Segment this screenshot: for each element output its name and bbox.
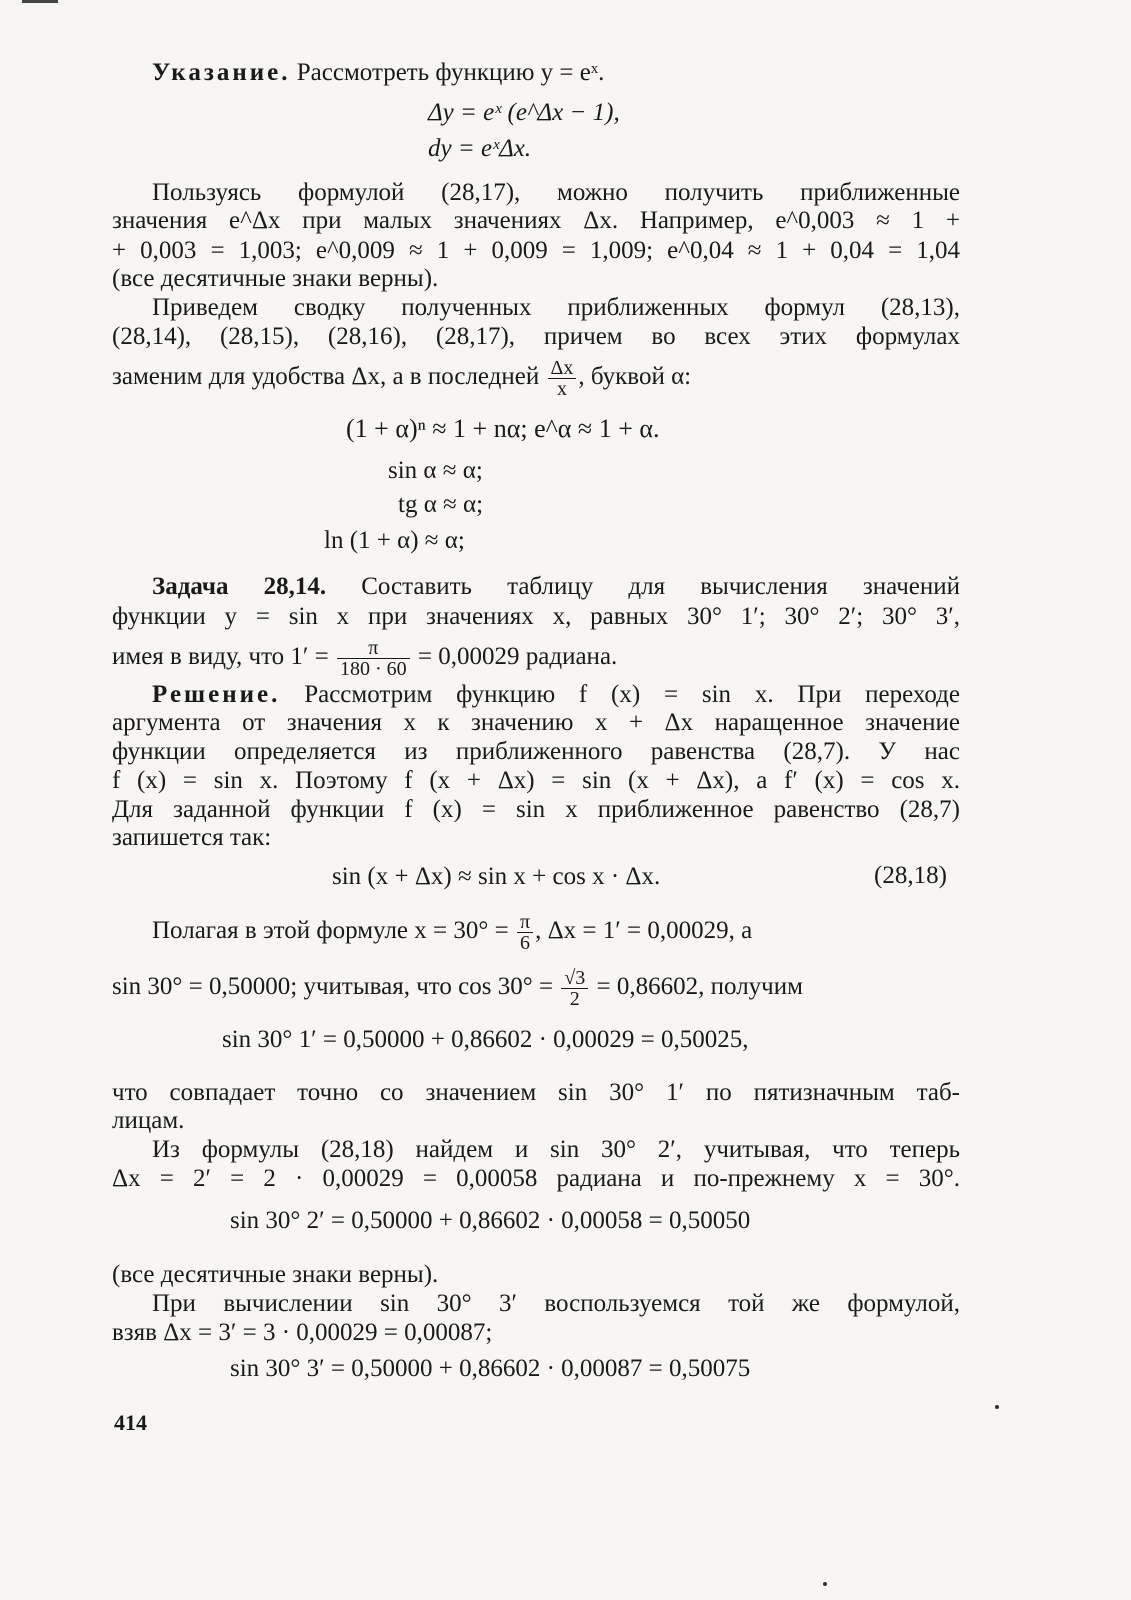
solution-line: запишется так: [112, 824, 272, 851]
solution-line: функции определяется из приближенного равенства (28,7). У нас [112, 738, 960, 765]
fraction-numerator: Δx [548, 358, 577, 379]
solution-line: Из формулы (28,18) найдем и sin 30° 2′, учитывая, что теперь [152, 1136, 960, 1163]
fraction-numerator: π [517, 912, 533, 933]
solution-line: лицам. [112, 1107, 185, 1134]
solution-line: f (x) = sin x. Поэтому f (x + Δx) = sin (x + Δx), а f′ (x) = cos x. [112, 767, 960, 794]
text-run: имея в виду, что 1′ = [112, 643, 329, 671]
fraction-numerator: √3 [561, 968, 588, 989]
para-line: (все десятичные знаки верны). [112, 265, 439, 292]
text-run: Составить таблицу для вычисления значений [326, 573, 960, 600]
solution-line [152, 680, 960, 710]
formula-ln: ln (1 + α) ≈ α; [324, 527, 465, 554]
formula-delta-y: Δy = eˣ (e^Δx − 1), [428, 99, 620, 126]
solution-line [152, 912, 752, 953]
fraction [548, 358, 577, 399]
text-run: , буквой α: [578, 363, 692, 391]
speck [995, 1405, 999, 1409]
text-run: , Δx = 1′ = 0,00029, а [535, 917, 753, 945]
solution-line: (все десятичные знаки верны). [112, 1261, 439, 1288]
problem-label: Задача 28,14. [152, 573, 327, 600]
solution-line: взяв Δx = 3′ = 3 · 0,00029 = 0,00087; [112, 1319, 493, 1346]
text-run: Полагая в этой формуле x = 30° = [152, 917, 509, 945]
problem-line [112, 638, 617, 679]
fraction-denominator: x [556, 378, 567, 400]
solution-line: При вычислении sin 30° 3′ воспользуемся той же формулой, [152, 1290, 960, 1317]
formula-28-18: sin (x + Δx) ≈ sin x + cos x · Δx. [332, 863, 661, 890]
hint-line [152, 58, 604, 88]
solution-line: что совпадает точно со значением sin 30° 1′ по пятизначным таб- [112, 1079, 960, 1106]
para-line: + 0,003 = 1,003; e^0,009 ≈ 1 + 0,009 = 1,009; e^0,04 ≈ 1 + 0,04 = 1,04 [112, 237, 960, 264]
problem-line [152, 572, 960, 602]
formula-dy: dy = eˣΔx. [428, 135, 532, 162]
para-line: (28,14), (28,15), (28,16), (28,17), причем во всех этих формулах [112, 323, 960, 350]
fraction [517, 912, 533, 953]
fraction [337, 638, 410, 679]
para-line: Пользуясь формулой (28,17), можно получить приближенные [152, 179, 960, 206]
text-run: sin 30° = 0,50000; учитывая, что cos 30° = [112, 973, 554, 1001]
fraction-denominator: 2 [569, 988, 580, 1010]
solution-label: Решение. [152, 681, 281, 708]
page-number: 414 [114, 1410, 147, 1435]
corner-mark [22, 0, 58, 3]
speck [823, 1582, 827, 1586]
formula-sin-30-1: sin 30° 1′ = 0,50000 + 0,86602 · 0,00029 = 0,50025, [222, 1026, 749, 1053]
formula-sin-30-2: sin 30° 2′ = 0,50000 + 0,86602 · 0,00058 = 0,50050 [230, 1207, 751, 1234]
solution-line: Для заданной функции f (x) = sin x приближенное равенство (28,7) [112, 796, 960, 823]
fraction-numerator: π [337, 638, 410, 659]
solution-line [112, 968, 803, 1009]
formula-tg: tg α ≈ α; [398, 491, 484, 518]
equation-number: (28,18) [874, 862, 947, 889]
solution-line: аргумента от значения x к значению x + Δx наращенное значение [112, 709, 960, 736]
text-run: Рассмотрим функцию f (x) = sin x. При переходе [280, 681, 960, 708]
fraction [561, 968, 588, 1009]
text-run: = 0,00029 радиана. [417, 643, 618, 671]
solution-line: Δx = 2′ = 2 · 0,00029 = 0,00058 радиана и по-прежнему x = 30°. [112, 1165, 960, 1192]
para-line [112, 358, 691, 399]
fraction-denominator: 6 [520, 932, 531, 954]
para-line: Приведем сводку полученных приближенных формул (28,13), [152, 294, 960, 321]
hint-label: Указание. [152, 59, 291, 86]
hint-text: Рассмотреть функцию y = eˣ. [290, 59, 605, 86]
text-run: = 0,86602, получим [596, 973, 803, 1001]
fraction-denominator: 180 · 60 [340, 658, 407, 680]
para-line: значения e^Δx при малых значениях Δx. Например, e^0,003 ≈ 1 + [112, 207, 960, 234]
problem-line: функции y = sin x при значениях x, равных 30° 1′; 30° 2′; 30° 3′, [112, 603, 960, 630]
text-run: заменим для удобства Δx, а в последней [112, 363, 540, 391]
formula-sin: sin α ≈ α; [388, 457, 483, 484]
formula-sin-30-3: sin 30° 3′ = 0,50000 + 0,86602 · 0,00087 = 0,50075 [230, 1355, 751, 1382]
formula-summary: (1 + α)ⁿ ≈ 1 + nα; e^α ≈ 1 + α. [346, 414, 660, 443]
